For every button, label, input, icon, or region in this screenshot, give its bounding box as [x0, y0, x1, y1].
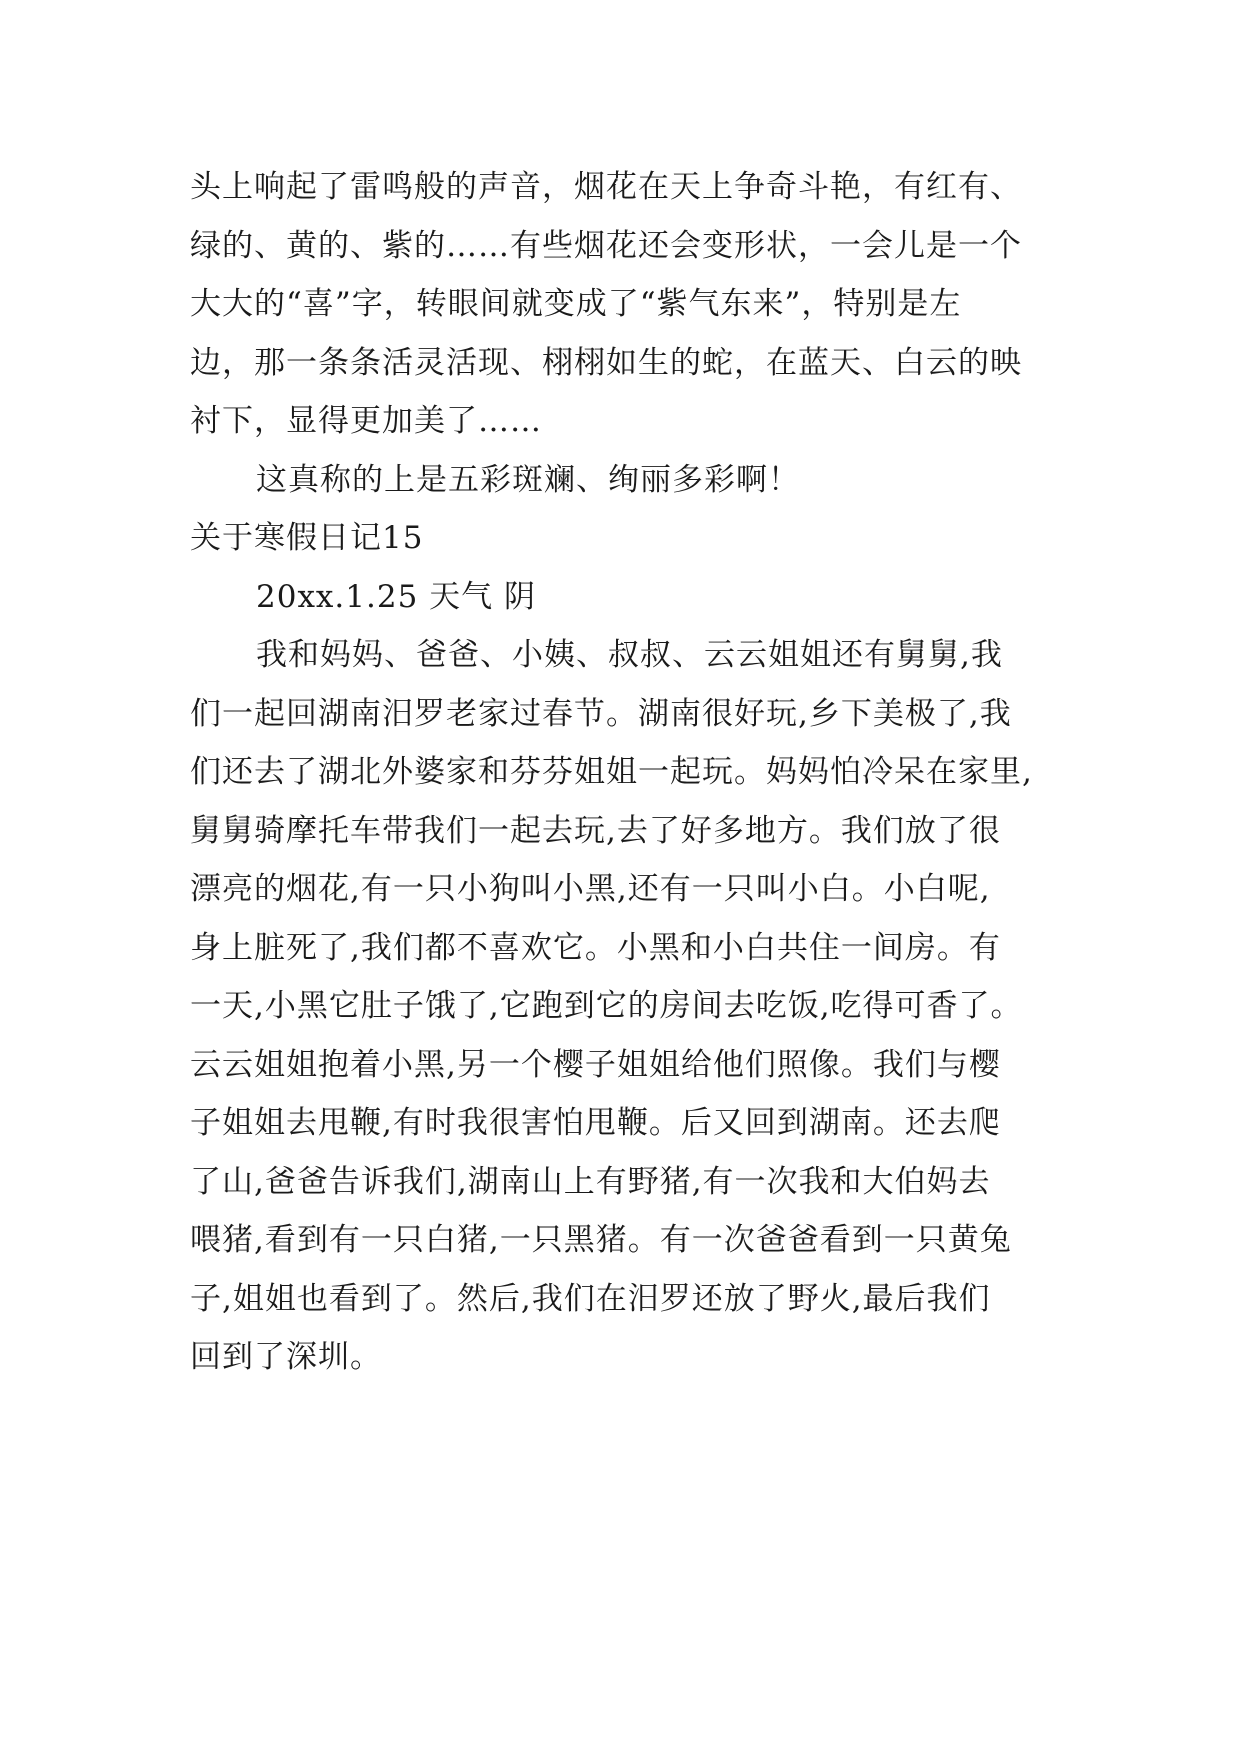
- paragraph-line: 大大的“喜”字，转眼间就变成了“紫气东来”，特别是左: [190, 286, 962, 322]
- paragraph-line: 衬下，显得更加美了……: [190, 403, 542, 439]
- paragraph-line: 了山,爸爸告诉我们,湖南山上有野猪,有一次我和大伯妈去: [190, 1163, 991, 1200]
- paragraph-line: 子姐姐去甩鞭,有时我很害怕甩鞭。后又回到湖南。还去爬: [190, 1105, 1001, 1141]
- paragraph-line: 绿的、黄的、紫的……有些烟花还会变形状，一会儿是一个: [190, 227, 1022, 264]
- paragraph-line: 漂亮的烟花,有一只小狗叫小黑,还有一只叫小白。小白呢,: [190, 871, 991, 907]
- paragraph-line: 一天,小黑它肚子饿了,它跑到它的房间去吃饭,吃得可香了。: [190, 988, 1023, 1024]
- paragraph-line: 舅舅骑摩托车带我们一起去玩,去了好多地方。我们放了很: [190, 812, 1001, 849]
- date-weather-line: 20xx.1.25 天气 阴: [256, 578, 536, 615]
- paragraph-line: 云云姐姐抱着小黑,另一个樱子姐姐给他们照像。我们与樱: [190, 1046, 1001, 1083]
- paragraph-line: 子,姐姐也看到了。然后,我们在汨罗还放了野火,最后我们: [190, 1280, 991, 1317]
- paragraph-line: 边，那一条条活灵活现、栩栩如生的蛇，在蓝天、白云的映: [190, 344, 1022, 381]
- paragraph-line: 们还去了湖北外婆家和芬芬姐姐一起玩。妈妈怕冷呆在家里,: [190, 754, 1033, 790]
- document-text: [190, 158, 1070, 1387]
- section-title: 关于寒假日记15: [190, 520, 424, 556]
- paragraph-line: 我和妈妈、爸爸、小姨、叔叔、云云姐姐还有舅舅,我: [256, 637, 1003, 673]
- paragraph-line: 们一起回湖南汨罗老家过春节。湖南很好玩,乡下美极了,我: [190, 695, 1012, 732]
- paragraph-line: 身上脏死了,我们都不喜欢它。小黑和小白共住一间房。有: [190, 929, 1001, 966]
- paragraph-line: 回到了深圳。: [190, 1339, 382, 1375]
- paragraph-line: 头上响起了雷鸣般的声音，烟花在天上争奇斗艳，有红有、: [190, 169, 1022, 205]
- closing-sentence: 这真称的上是五彩斑斓、绚丽多彩啊！: [256, 461, 800, 498]
- paragraph-line: 喂猪,看到有一只白猪,一只黑猪。有一次爸爸看到一只黄兔: [190, 1222, 1012, 1258]
